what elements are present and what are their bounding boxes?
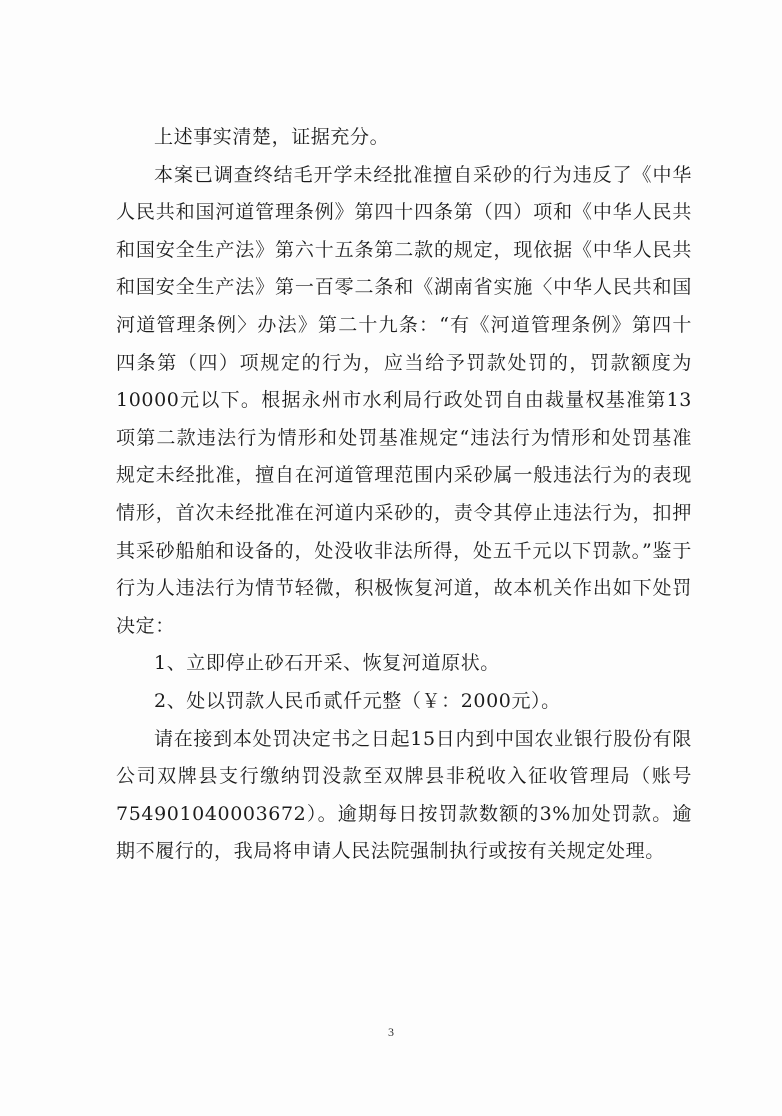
page-number: 3	[388, 1025, 394, 1039]
paragraph-violation: 本案已调查终结毛开学未经批准擅自采砂的行为违反了《中华人民共和国河道管理条例》第四十四条第（四）项和《中华人民共和国安全生产法》第六十五条第二款的规定，现依据《中华人民共和国安全生产法》第一百零二条和《湖南省实施〈中华人民共和国河道管理条例〉办法》第二十九条：“有《河道管理条例》第四十四条第（四）项规定的行为，应当给予罚款处罚的，罚款额度为10000元以下。根据永州市水利局行政处罚自由裁量权基准第13项第二款违法行为情形和处罚基准规定“违法行为情形和处罚基准规定未经批准，擅自在河道管理范围内采砂属一般违法行为的表现情形，首次未经批准在河道内采砂的，责令其停止违法行为，扣押其采砂船舶和设备的，处没收非法所得，处五千元以下罚款。”鉴于行为人违法行为情节轻微，积极恢复河道，故本机关作出如下处罚决定：	[116, 163, 692, 637]
paragraph-decision-1: 1、立即停止砂石开采、恢复河道原状。	[154, 652, 500, 675]
paragraph-payment: 请在接到本处罚决定书之日起15日内到中国农业银行股份有限公司双牌县支行缴纳罚没款至双牌县非税收入征收管理局（账号754901040003672）。逾期每日按罚款数额的3%加处罚款。逾期不履行的，我局将申请人民法院强制执行或按有关规定处理。	[116, 727, 692, 863]
document-body	[116, 119, 692, 871]
paragraph-facts: 上述事实清楚，证据充分。	[154, 126, 390, 148]
paragraph-decision-2: 2、处以罚款人民币贰仟元整（￥：2000元）。	[154, 689, 561, 712]
